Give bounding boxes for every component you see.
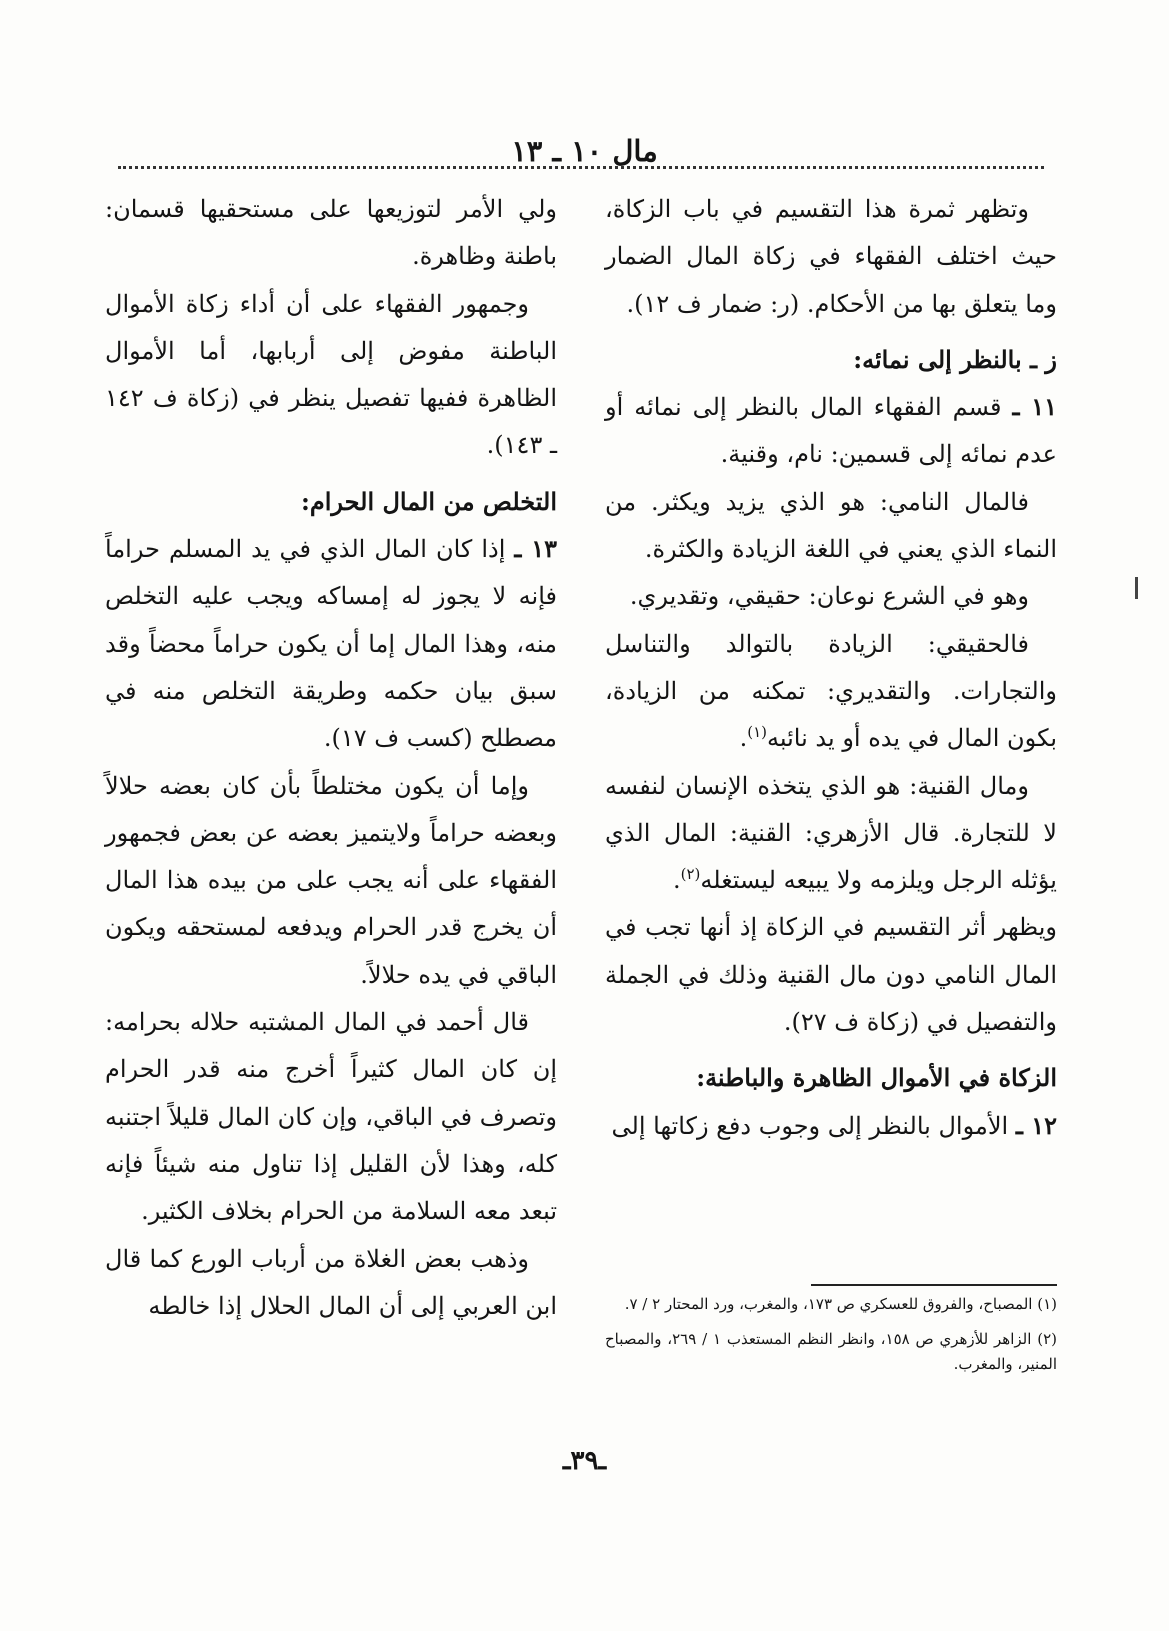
section-heading: التخلص من المال الحرام: — [301, 486, 557, 516]
paragraph-text: ويظهر أثر التقسيم في الزكاة إذ أنها تجب في المال النامي دون مال القنية وذلك في الجملة والتفصيل في (زكاة ف ٢٧). — [605, 913, 1057, 1037]
paragraph-text: قسم الفقهاء المال بالنظر إلى نمائه أو عدم نمائه إلى قسمين: نام، وقنية. — [605, 393, 1057, 469]
paragraph-text: فالحقيقي: الزيادة بالتوالد والتناسل والتجارات. والتقديري: تمكنه من الزيادة، بكون المال في يده أو يد نائبه — [605, 629, 1057, 753]
paragraph — [605, 383, 1057, 479]
header-dotted-rule — [118, 166, 1044, 169]
paragraph-end: . — [739, 724, 748, 753]
paragraph — [105, 281, 557, 470]
paragraph-text: وإما أن يكون مختلطاً بأن كان بعضه حلالاً وبعضه حراماً ولايتميز بعضه عن بعض فجمهور الفقهاء على أنه يجب على من بيده هذا المال أن يخرج قدر الحرام ويدفعه لمستحقه ويكون الباقي في يده حلالاً. — [105, 771, 557, 989]
paragraph — [605, 186, 1057, 328]
paragraph — [105, 186, 557, 281]
paragraph — [105, 525, 557, 762]
footnote-separator — [811, 1284, 1057, 1286]
paragraph-text: الأموال بالنظر إلى وجوب دفع زكاتها إلى — [611, 1111, 1016, 1140]
paragraph — [105, 1236, 557, 1331]
paragraph-text: وجمهور الفقهاء على أن أداء زكاة الأموال الباطنة مفوض إلى أربابها، أما الأموال الظاهرة ففيها تفصيل ينظر في (زكاة ف ١٤٢ ـ ١٤٣). — [105, 289, 557, 460]
paragraph-number: ١٣ ـ — [514, 534, 557, 564]
paragraph — [105, 763, 557, 999]
running-header: مال ١٠ ـ ١٣ — [511, 134, 658, 168]
paragraph-text: وذهب بعض الغلاة من أرباب الورع كما قال ابن العربي إلى أن المال الحلال إذا خالطه — [105, 1244, 557, 1320]
left-column — [105, 186, 557, 1330]
page-number: ـ٣٩ـ — [562, 1446, 607, 1476]
paragraph — [605, 763, 1057, 905]
paragraph-end: . — [672, 866, 681, 895]
paragraph — [105, 999, 557, 1235]
footnote-2: (٢) الزاهر للأزهري ص ١٥٨، وانظر النظم المستعذب ١ / ٢٦٩، والمصباح المنير، والمغرب. — [605, 1330, 1057, 1373]
paragraph — [605, 1102, 1057, 1150]
section-heading: ز ـ بالنظر إلى نمائه: — [853, 344, 1057, 374]
paragraph — [605, 904, 1057, 1046]
paragraph-text: وتظهر ثمرة هذا التقسيم في باب الزكاة، حيث اختلف الفقهاء في زكاة المال الضمار وما يتعلق بها من الأحكام. (ر: ضمار ف ١٢). — [605, 195, 1057, 318]
paragraph-text: ومال القنية: هو الذي يتخذه الإنسان لنفسه لا للتجارة. قال الأزهري: القنية: المال الذي يؤثله الرجل ويلزمه ولا يبيعه ليستغله — [605, 771, 1057, 895]
paragraph-number: ١١ ـ — [1012, 392, 1057, 422]
margin-mark — [1135, 577, 1138, 599]
paragraph-text: إذا كان المال الذي في يد المسلم حراماً فإنه لا يجوز له إمساكه ويجب عليه التخلص منه، وهذا المال إما أن يكون حراماً محضاً وقد سبق بيان حكمه وطريقة التخلص منه في مصطلح (كسب ف ١٧). — [105, 535, 557, 753]
paragraph-text: قال أحمد في المال المشتبه حلاله بحرامه: إن كان المال كثيراً أخرج منه قدر الحرام وتصرف في الباقي، وإن كان المال قليلاً اجتنبه كله، وهذا لأن القليل إذا تناول منه شيئاً فإنه تبعد معه السلامة من الحرام بخلاف الكثير. — [105, 1008, 557, 1226]
footnotes — [605, 1292, 1057, 1377]
paragraph-number: ١٢ ـ — [1015, 1110, 1057, 1140]
paragraph — [605, 479, 1057, 574]
section-heading: الزكاة في الأموال الظاهرة والباطنة: — [696, 1063, 1057, 1093]
paragraph — [605, 573, 1057, 620]
footnote-1: (١) المصباح، والفروق للعسكري ص ١٧٣، والمغرب، ورد المحتار ٢ / ٧. — [624, 1295, 1057, 1313]
footnote-ref: (١) — [747, 723, 768, 742]
paragraph — [605, 621, 1057, 763]
footnote-ref: (٢) — [680, 865, 701, 884]
paragraph-text: ولي الأمر لتوزيعها على مستحقيها قسمان: باطنة وظاهرة. — [105, 195, 557, 271]
paragraph-text: وهو في الشرع نوعان: حقيقي، وتقديري. — [629, 582, 1029, 611]
right-column — [605, 186, 1057, 1150]
paragraph-text: فالمال النامي: هو الذي يزيد ويكثر. من النماء الذي يعني في اللغة الزيادة والكثرة. — [605, 487, 1057, 564]
